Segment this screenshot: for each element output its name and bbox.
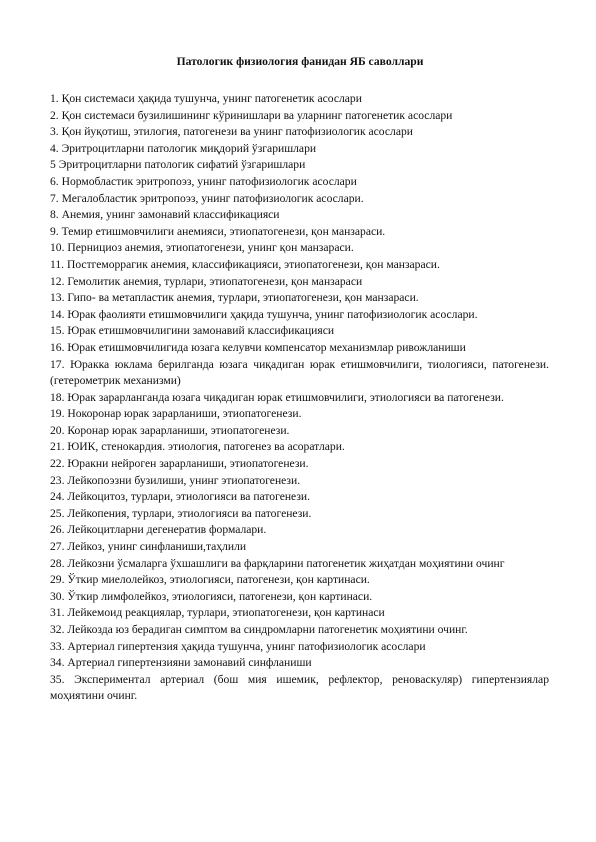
question-item: 15. Юрак етишмовчилигини замонавий классификацияси xyxy=(50,324,335,338)
question-item: 6. Нормобластик эритропоэз, унинг патофизиологик асослари xyxy=(50,174,357,188)
question-item: 7. Мегалобластик эритропоэз, унинг патофизиологик асослари. xyxy=(50,191,364,205)
question-item: 23. Лейкопоэзни бузилиши, унинг этиопатогенези. xyxy=(50,473,301,487)
question-item: 16. Юрак етишмовчилигида юзага келувчи компенсатор механизмлар ривожланиши xyxy=(50,340,466,354)
question-item: 20. Коронар юрак зарарланиши, этиопатогенези. xyxy=(50,423,290,437)
question-item: 33. Артериал гипертензия ҳақида тушунча, унинг патофизиологик асослари xyxy=(50,639,426,653)
question-item: 9. Темир етишмовчилиги анемияси, этиопатогенези, қон манзараси. xyxy=(50,224,386,238)
question-item: 21. ЮИК, стенокардия. этиология, патогенез ва асоратлари. xyxy=(50,440,345,454)
question-item: 29. Ўткир миелолейкоз, этиологияси, патогенези, қон картинаси. xyxy=(50,573,370,587)
question-item: 13. Гипо- ва метапластик анемия, турлари, этиопатогенези, қон манзараси. xyxy=(50,291,419,305)
question-item: 3. Қон йуқотиш, этилогия, патогенези ва унинг патофизиологик асослари xyxy=(50,125,413,139)
question-item: 5 Эритроцитларни патологик сифатий ўзгаришлари xyxy=(50,158,306,172)
question-item: 11. Постгеморрагик анемия, классификацияси, этиопатогенези, қон манзараси. xyxy=(50,257,440,271)
question-item: 22. Юракни нейроген зарарланиши, этиопатогенези. xyxy=(50,457,309,471)
question-item: 25. Лейкопения, турлари, этиологияси ва патогенези. xyxy=(50,506,312,520)
question-item: 17. Юракка юклама берилганда юзага чиқадиган юрак етишмовчилиги, тиологияси, патогенези. (гетерометрик механизми) xyxy=(50,357,549,388)
question-item: 2. Қон системаси бузилишининг кўринишлари ва уларнинг патогенетик асослари xyxy=(50,108,453,122)
question-item: 35. Экспериментал артериал (бош мия ишемик, рефлектор, реноваскуляр) гипертензиялар моҳиятини очинг. xyxy=(50,672,549,703)
question-item: 14. Юрак фаолияти етишмовчилиги ҳақида тушунча, унинг патофизиологик асослари. xyxy=(50,307,478,321)
question-item: 34. Артериал гипертензияни замонавий синфланиши xyxy=(50,656,312,670)
question-item: 32. Лейкозда юз берадиган симптом ва синдромларни патогенетик моҳиятини очинг. xyxy=(50,623,468,636)
question-item: 4. Эритроцитларни патологик миқдорий ўзгаришлари xyxy=(50,141,317,155)
document-title: Патологик физиология фанидан ЯБ саволлари xyxy=(176,55,424,68)
question-item: 24. Лейкоцитоз, турлари, этиологияси ва патогенези. xyxy=(50,490,311,504)
question-item: 8. Анемия, унинг замонавий классификацияси xyxy=(50,208,280,222)
question-item: 27. Лейкоз, унинг синфланиши,таҳлили xyxy=(50,540,247,554)
question-item: 26. Лейкоцитларни дегенератив формалари. xyxy=(50,523,267,537)
question-list xyxy=(50,91,549,705)
question-item: 30. Ўткир лимфолейкоз, этиологияси, патогенези, қон картинаси. xyxy=(50,589,373,603)
question-item: 28. Лейкозни ўсмаларга ўхшашлиги ва фарқларини патогенетик жиҳатдан моҳиятини очинг xyxy=(50,556,505,570)
question-item: 19. Нокоронар юрак зарарланиши, этиопатогенези. xyxy=(50,407,302,421)
question-item: 1. Қон системаси ҳақида тушунча, унинг патогенетик асослари xyxy=(50,92,362,105)
question-item: 10. Пернициоз анемия, этиопатогенези, унинг қон манзараси. xyxy=(50,241,354,255)
question-item: 18. Юрак зарарланганда юзага чиқадиган юрак етишмовчилиги, этиологияси ва патогенези. xyxy=(50,390,504,404)
question-item: 12. Гемолитик анемия, турлари, этиопатогенези, қон манзараси xyxy=(50,274,363,288)
question-item: 31. Лейкемоид реакциялар, турлари, этиопатогенези, қон картинаси xyxy=(50,606,385,620)
